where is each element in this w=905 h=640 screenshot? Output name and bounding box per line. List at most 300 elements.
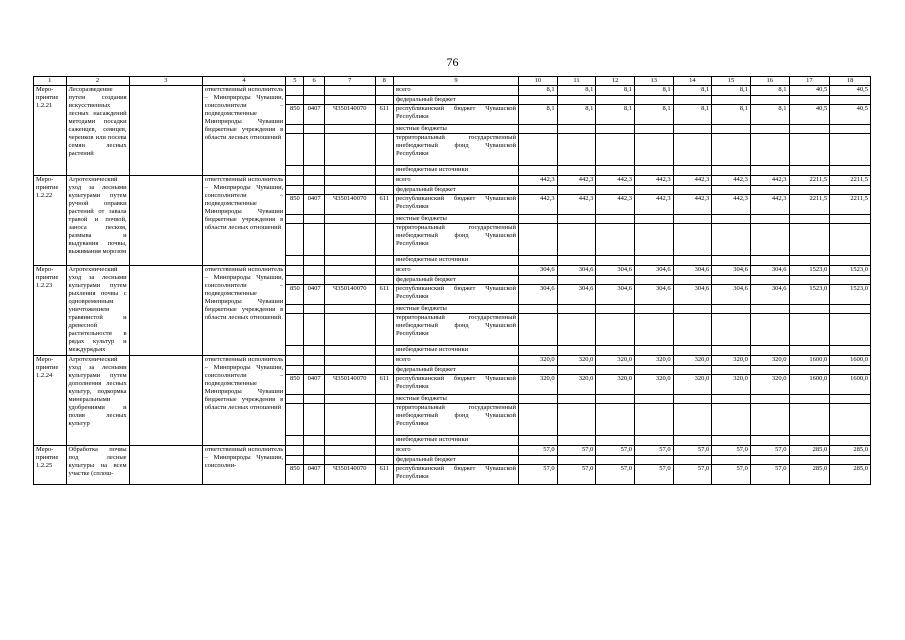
budget-expense-type — [375, 266, 393, 276]
amount-cell — [557, 134, 596, 166]
amount-cell: 2211,5 — [830, 195, 871, 215]
amount-cell: 1600,0 — [830, 375, 871, 395]
amount-cell: 320,0 — [712, 375, 751, 395]
amount-cell — [596, 186, 635, 195]
amount-cell — [519, 256, 558, 266]
amount-cell — [789, 314, 830, 346]
budget-grbs-code — [286, 96, 304, 105]
funding-source: республиканский бюджет Чувашской Республики — [393, 105, 518, 125]
amount-cell — [519, 125, 558, 134]
amount-cell — [673, 276, 712, 285]
amount-cell: 442,3 — [557, 176, 596, 186]
amount-cell — [557, 404, 596, 436]
amount-cell — [634, 436, 673, 446]
amount-cell: 1523,0 — [830, 266, 871, 276]
column-number: 5 — [286, 77, 304, 86]
column-number: 11 — [557, 77, 596, 86]
budget-target-article — [324, 446, 375, 456]
amount-cell — [596, 96, 635, 105]
budget-target-article — [324, 305, 375, 314]
amount-cell: 8,1 — [557, 86, 596, 96]
measure-executor: ответственный исполнитель – Минприроды Чувашии, соисполни- — [202, 446, 285, 485]
amount-cell — [789, 224, 830, 256]
budget-expense-type — [375, 134, 393, 166]
amount-cell: 320,0 — [596, 356, 635, 366]
budget-grbs-code — [286, 436, 304, 446]
amount-cell: 304,6 — [634, 285, 673, 305]
amount-cell — [789, 166, 830, 176]
budget-section-code — [304, 96, 324, 105]
amount-cell: 304,6 — [519, 285, 558, 305]
amount-cell — [789, 134, 830, 166]
budget-target-article — [324, 266, 375, 276]
measures-table — [33, 76, 871, 485]
funding-source: федеральный бюджет — [393, 456, 518, 465]
amount-cell — [750, 96, 789, 105]
measure-executor: ответственный исполнитель – Минприроды Чувашии, соисполнители – подведомственные Минприроды Чувашии бюджетные учреждения в области лесных отношений — [202, 266, 285, 356]
amount-cell — [596, 404, 635, 436]
amount-cell: 320,0 — [634, 375, 673, 395]
amount-cell — [519, 436, 558, 446]
amount-cell: 320,0 — [673, 375, 712, 395]
funding-source: федеральный бюджет — [393, 186, 518, 195]
amount-cell — [634, 166, 673, 176]
budget-target-article — [324, 96, 375, 105]
amount-cell — [634, 215, 673, 224]
amount-cell: 442,3 — [673, 195, 712, 215]
amount-cell: 57,0 — [557, 465, 596, 485]
amount-cell: 442,3 — [750, 176, 789, 186]
budget-expense-type — [375, 366, 393, 375]
budget-section-code — [304, 125, 324, 134]
budget-expense-type: 611 — [375, 105, 393, 125]
funding-source: республиканский бюджет Чувашской Республики — [393, 195, 518, 215]
amount-cell — [789, 404, 830, 436]
amount-cell: 57,0 — [596, 446, 635, 456]
amount-cell — [789, 366, 830, 375]
budget-section-code — [304, 166, 324, 176]
budget-grbs-code — [286, 276, 304, 285]
amount-cell: 320,0 — [596, 375, 635, 395]
amount-cell — [830, 166, 871, 176]
column-number: 3 — [129, 77, 202, 86]
amount-cell — [750, 166, 789, 176]
amount-cell: 442,3 — [712, 176, 751, 186]
column-number: 12 — [596, 77, 635, 86]
amount-cell — [789, 456, 830, 465]
amount-cell: 442,3 — [557, 195, 596, 215]
budget-target-article — [324, 436, 375, 446]
amount-cell: 57,0 — [673, 446, 712, 456]
budget-section-code — [304, 176, 324, 186]
measure-row — [34, 266, 871, 276]
amount-cell — [596, 215, 635, 224]
amount-cell: 304,6 — [634, 266, 673, 276]
amount-cell — [712, 395, 751, 404]
amount-cell: 320,0 — [557, 356, 596, 366]
amount-cell — [830, 256, 871, 266]
budget-expense-type: 611 — [375, 195, 393, 215]
budget-grbs-code: 850 — [286, 195, 304, 215]
budget-section-code — [304, 86, 324, 96]
goal-indicator-cell — [129, 446, 202, 485]
amount-cell — [712, 186, 751, 195]
budget-section-code — [304, 186, 324, 195]
amount-cell — [830, 305, 871, 314]
amount-cell — [634, 276, 673, 285]
amount-cell — [789, 96, 830, 105]
amount-cell — [673, 395, 712, 404]
budget-section-code — [304, 305, 324, 314]
funding-source: внебюджетные источники — [393, 256, 518, 266]
amount-cell — [673, 305, 712, 314]
amount-cell: 8,1 — [596, 86, 635, 96]
amount-cell: 304,6 — [712, 266, 751, 276]
budget-grbs-code: 850 — [286, 465, 304, 485]
measure-executor: ответственный исполнитель – Минприроды Чувашии, соисполнители – подведомственные Минприроды Чувашии бюджетные учреждения в области лесных отношений — [202, 86, 285, 176]
amount-cell — [519, 314, 558, 346]
amount-cell — [830, 436, 871, 446]
amount-cell: 1523,0 — [830, 285, 871, 305]
measure-name: Обработка почвы под лесные культуры на всем участке (сплош- — [66, 446, 129, 485]
column-number: 9 — [393, 77, 518, 86]
amount-cell: 8,1 — [557, 105, 596, 125]
amount-cell — [830, 276, 871, 285]
amount-cell: 304,6 — [712, 285, 751, 305]
measure-executor: ответственный исполнитель – Минприроды Чувашии, соисполнители – подведомственные Минприроды Чувашии бюджетные учреждения в области лесных отношений — [202, 176, 285, 266]
budget-target-article — [324, 276, 375, 285]
amount-cell — [712, 366, 751, 375]
amount-cell — [830, 186, 871, 195]
amount-cell — [596, 166, 635, 176]
amount-cell: 320,0 — [712, 356, 751, 366]
amount-cell: 304,6 — [750, 285, 789, 305]
amount-cell — [830, 456, 871, 465]
amount-cell: 57,0 — [519, 465, 558, 485]
amount-cell — [557, 125, 596, 134]
budget-grbs-code: 850 — [286, 285, 304, 305]
amount-cell — [712, 256, 751, 266]
measure-code: Меро-приятие 1.2.25 — [34, 446, 67, 485]
measure-row — [34, 176, 871, 186]
amount-cell: 320,0 — [634, 356, 673, 366]
budget-section-code — [304, 266, 324, 276]
amount-cell — [634, 256, 673, 266]
measure-row — [34, 356, 871, 366]
amount-cell — [673, 404, 712, 436]
amount-cell — [557, 166, 596, 176]
amount-cell — [673, 215, 712, 224]
budget-target-article — [324, 314, 375, 346]
amount-cell — [519, 96, 558, 105]
amount-cell — [750, 186, 789, 195]
amount-cell: 304,6 — [557, 266, 596, 276]
amount-cell — [634, 314, 673, 346]
amount-cell — [712, 96, 751, 105]
amount-cell — [673, 346, 712, 356]
funding-source: местные бюджеты — [393, 395, 518, 404]
budget-expense-type — [375, 436, 393, 446]
budget-grbs-code — [286, 346, 304, 356]
amount-cell — [830, 366, 871, 375]
amount-cell — [596, 366, 635, 375]
column-number: 15 — [712, 77, 751, 86]
budget-section-code: 0407 — [304, 465, 324, 485]
amount-cell: 8,1 — [634, 86, 673, 96]
amount-cell — [712, 134, 751, 166]
funding-source: всего — [393, 356, 518, 366]
budget-grbs-code — [286, 256, 304, 266]
budget-section-code — [304, 224, 324, 256]
amount-cell — [634, 346, 673, 356]
budget-section-code — [304, 134, 324, 166]
budget-grbs-code — [286, 456, 304, 465]
amount-cell: 57,0 — [596, 465, 635, 485]
amount-cell — [557, 314, 596, 346]
amount-cell — [557, 215, 596, 224]
amount-cell: 40,5 — [789, 105, 830, 125]
amount-cell — [830, 314, 871, 346]
amount-cell — [557, 346, 596, 356]
amount-cell: 304,6 — [557, 285, 596, 305]
budget-expense-type — [375, 346, 393, 356]
amount-cell — [596, 395, 635, 404]
amount-cell — [750, 366, 789, 375]
budget-expense-type — [375, 86, 393, 96]
budget-section-code: 0407 — [304, 375, 324, 395]
column-number: 6 — [304, 77, 324, 86]
budget-expense-type — [375, 456, 393, 465]
budget-grbs-code — [286, 215, 304, 224]
amount-cell — [750, 256, 789, 266]
budget-grbs-code — [286, 166, 304, 176]
amount-cell: 1600,0 — [789, 356, 830, 366]
amount-cell — [830, 96, 871, 105]
amount-cell: 442,3 — [673, 176, 712, 186]
budget-section-code — [304, 356, 324, 366]
amount-cell — [712, 314, 751, 346]
amount-cell — [830, 125, 871, 134]
amount-cell — [789, 276, 830, 285]
goal-indicator-cell — [129, 176, 202, 266]
amount-cell: 57,0 — [750, 446, 789, 456]
amount-cell — [557, 256, 596, 266]
funding-source: внебюджетные источники — [393, 436, 518, 446]
budget-section-code — [304, 215, 324, 224]
budget-section-code: 0407 — [304, 195, 324, 215]
amount-cell — [750, 436, 789, 446]
budget-expense-type — [375, 446, 393, 456]
funding-source: территориальный государственный внебюджетный фонд Чувашской Республики — [393, 224, 518, 256]
amount-cell: 320,0 — [557, 375, 596, 395]
funding-source: местные бюджеты — [393, 125, 518, 134]
amount-cell — [750, 134, 789, 166]
budget-grbs-code: 850 — [286, 105, 304, 125]
goal-indicator-cell — [129, 356, 202, 446]
budget-target-article: Ч350140070 — [324, 465, 375, 485]
budget-expense-type — [375, 314, 393, 346]
funding-source: территориальный государственный внебюджетный фонд Чувашской Республики — [393, 314, 518, 346]
funding-source: внебюджетные источники — [393, 346, 518, 356]
amount-cell — [634, 125, 673, 134]
funding-source: всего — [393, 86, 518, 96]
measure-name: Лесоразведение путем создания искусственных лесных насаждений методами посадки саженцев, сеянцев, черенков или посева семян лесных растений — [66, 86, 129, 176]
measure-code: Меро-приятие 1.2.23 — [34, 266, 67, 356]
amount-cell: 2211,5 — [789, 195, 830, 215]
amount-cell — [634, 224, 673, 256]
amount-cell: 40,5 — [789, 86, 830, 96]
budget-expense-type — [375, 256, 393, 266]
budget-section-code — [304, 366, 324, 375]
amount-cell — [596, 456, 635, 465]
budget-section-code: 0407 — [304, 285, 324, 305]
budget-section-code — [304, 346, 324, 356]
measure-name: Агротехнический уход за лесными культурами путем рыхления почвы с одновременным уничтожением травянистой и древесной растительности в рядах культур и междурядьях — [66, 266, 129, 356]
amount-cell — [750, 346, 789, 356]
budget-target-article — [324, 395, 375, 404]
amount-cell: 442,3 — [634, 195, 673, 215]
amount-cell — [750, 404, 789, 436]
amount-cell — [673, 134, 712, 166]
budget-section-code — [304, 256, 324, 266]
amount-cell — [673, 96, 712, 105]
column-number: 7 — [324, 77, 375, 86]
amount-cell — [634, 404, 673, 436]
budget-section-code — [304, 404, 324, 436]
amount-cell: 8,1 — [712, 105, 751, 125]
amount-cell — [557, 186, 596, 195]
budget-target-article — [324, 366, 375, 375]
funding-source: внебюджетные источники — [393, 166, 518, 176]
measure-code: Меро-приятие 1.2.22 — [34, 176, 67, 266]
budget-section-code — [304, 436, 324, 446]
funding-source: территориальный государственный внебюджетный фонд Чувашской Республики — [393, 134, 518, 166]
amount-cell — [712, 215, 751, 224]
budget-target-article — [324, 346, 375, 356]
amount-cell: 304,6 — [750, 266, 789, 276]
budget-grbs-code — [286, 305, 304, 314]
amount-cell — [634, 366, 673, 375]
amount-cell — [750, 395, 789, 404]
amount-cell — [519, 186, 558, 195]
budget-expense-type — [375, 166, 393, 176]
amount-cell: 8,1 — [596, 105, 635, 125]
amount-cell: 57,0 — [712, 446, 751, 456]
amount-cell — [557, 276, 596, 285]
amount-cell: 8,1 — [712, 86, 751, 96]
budget-grbs-code: 850 — [286, 375, 304, 395]
amount-cell: 285,0 — [830, 446, 871, 456]
budget-expense-type — [375, 224, 393, 256]
amount-cell — [634, 96, 673, 105]
goal-indicator-cell — [129, 266, 202, 356]
column-number: 4 — [202, 77, 285, 86]
amount-cell — [750, 456, 789, 465]
amount-cell: 304,6 — [596, 285, 635, 305]
budget-expense-type: 611 — [375, 285, 393, 305]
budget-grbs-code — [286, 395, 304, 404]
amount-cell — [673, 436, 712, 446]
amount-cell: 1600,0 — [830, 356, 871, 366]
amount-cell — [750, 125, 789, 134]
amount-cell: 285,0 — [830, 465, 871, 485]
column-number: 10 — [519, 77, 558, 86]
amount-cell — [596, 276, 635, 285]
amount-cell: 8,1 — [750, 86, 789, 96]
budget-expense-type — [375, 96, 393, 105]
amount-cell — [673, 125, 712, 134]
amount-cell — [789, 436, 830, 446]
amount-cell — [596, 125, 635, 134]
amount-cell: 57,0 — [519, 446, 558, 456]
amount-cell — [673, 256, 712, 266]
budget-target-article: Ч350140070 — [324, 285, 375, 305]
amount-cell — [519, 224, 558, 256]
column-number: 2 — [66, 77, 129, 86]
column-number-row — [34, 77, 871, 86]
amount-cell: 304,6 — [596, 266, 635, 276]
amount-cell — [596, 314, 635, 346]
measure-name: Агротехнический уход за лесными культурами путем дополнения лесных культур, подкормка минеральными удобрениями и полив лесных культур — [66, 356, 129, 446]
amount-cell — [634, 186, 673, 195]
amount-cell — [596, 346, 635, 356]
budget-target-article — [324, 256, 375, 266]
budget-grbs-code — [286, 125, 304, 134]
budget-target-article — [324, 215, 375, 224]
budget-grbs-code — [286, 176, 304, 186]
funding-source: федеральный бюджет — [393, 276, 518, 285]
budget-grbs-code — [286, 314, 304, 346]
budget-target-article — [324, 166, 375, 176]
funding-source: местные бюджеты — [393, 215, 518, 224]
budget-section-code — [304, 314, 324, 346]
amount-cell: 8,1 — [673, 105, 712, 125]
amount-cell — [634, 456, 673, 465]
amount-cell — [830, 346, 871, 356]
amount-cell: 57,0 — [634, 446, 673, 456]
amount-cell — [519, 346, 558, 356]
amount-cell: 442,3 — [596, 195, 635, 215]
amount-cell — [634, 305, 673, 314]
amount-cell — [712, 276, 751, 285]
column-number: 8 — [375, 77, 393, 86]
amount-cell — [596, 224, 635, 256]
amount-cell — [712, 346, 751, 356]
budget-target-article: Ч350140070 — [324, 375, 375, 395]
amount-cell: 304,6 — [673, 285, 712, 305]
amount-cell: 320,0 — [750, 356, 789, 366]
budget-grbs-code — [286, 404, 304, 436]
amount-cell — [712, 166, 751, 176]
budget-expense-type — [375, 356, 393, 366]
amount-cell: 1523,0 — [789, 266, 830, 276]
amount-cell — [673, 456, 712, 465]
budget-expense-type — [375, 404, 393, 436]
amount-cell — [557, 305, 596, 314]
column-number: 14 — [673, 77, 712, 86]
funding-source: федеральный бюджет — [393, 366, 518, 375]
amount-cell: 442,3 — [712, 195, 751, 215]
amount-cell — [830, 404, 871, 436]
goal-indicator-cell — [129, 86, 202, 176]
amount-cell — [557, 96, 596, 105]
amount-cell — [557, 456, 596, 465]
funding-source: федеральный бюджет — [393, 96, 518, 105]
amount-cell: 320,0 — [519, 356, 558, 366]
funding-source: местные бюджеты — [393, 305, 518, 314]
column-number: 16 — [750, 77, 789, 86]
budget-expense-type — [375, 186, 393, 195]
